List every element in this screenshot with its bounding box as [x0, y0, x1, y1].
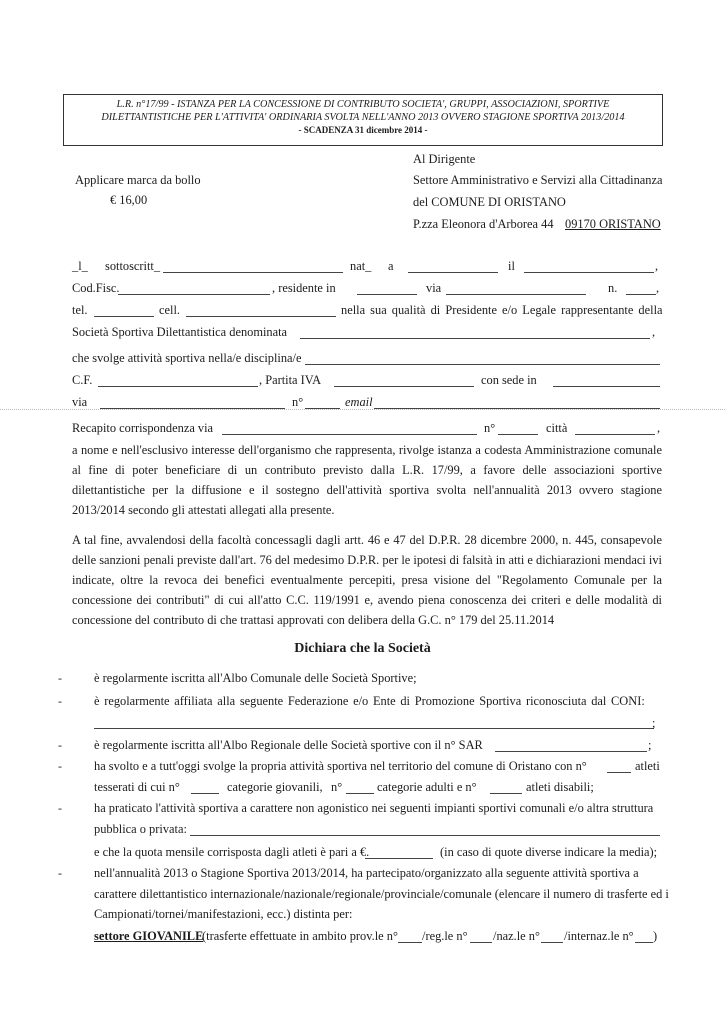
declaration-item-2-end: ; — [652, 716, 656, 730]
federation-field[interactable] — [94, 728, 654, 729]
mailing-city-field[interactable] — [575, 434, 655, 435]
l3-label-cell: cell. — [159, 303, 180, 317]
declaration-item-5b: pubblica o privata: — [94, 822, 187, 836]
l1-label-il: il — [508, 259, 515, 273]
l3-text: nella sua qualità di Presidente e/o Legale rappresentante della — [341, 303, 663, 317]
declaration-item-1: è regolarmente iscritta all'Albo Comunale delle Società Sportive; — [94, 671, 417, 685]
l1-comma: , — [655, 259, 659, 273]
declaration-item-4e: n° — [331, 780, 343, 794]
l2-label-n: n. — [608, 281, 618, 295]
l1-label-a: a — [388, 259, 394, 273]
declaration-item-4a: ha svolto e a tutt'oggi svolge la propria attività sportiva nel territorio del comune di Oristano con n° — [94, 759, 587, 773]
header-box — [63, 94, 663, 146]
monthly-fee-field[interactable] — [365, 858, 433, 859]
partita-iva-field[interactable] — [334, 386, 474, 387]
l6-label-piva: , Partita IVA — [259, 373, 322, 387]
l1-label-nato: nat_ — [350, 259, 372, 273]
l8-label: Recapito corrispondenza via — [72, 421, 214, 435]
l7-label-n: n° — [292, 395, 304, 409]
l2-label-codfisc: Cod.Fisc. — [72, 281, 120, 295]
youth-count-field[interactable] — [191, 793, 219, 794]
declaration-item-5a: ha praticato l'attività sportiva a carattere non agonistico nei seguenti impianti sportivi comunali e/o altra struttura — [94, 801, 654, 815]
reg-trips-field[interactable] — [470, 942, 492, 943]
declaration-heading: Dichiara che la Società — [294, 641, 431, 656]
society-name-field[interactable] — [300, 338, 650, 339]
bullet-dash: - — [58, 759, 62, 773]
youth-sector-label: settore GIOVANILE — [94, 929, 204, 943]
mailing-number-field[interactable] — [498, 434, 538, 435]
paragraph-declaration-premise: A tal fine, avvalendosi della facoltà concessagli dagli artt. 46 e 47 del D.P.R. 28 dicembre 2000, n. 445, consapevole delle sanzioni penali previste dall'art. 76 del medesimo D.P.R. per le ipotesi di falsità in atti e dichiarazioni mendaci ivi indicate, oltre la revoca dei benefici eventualmente percepiti, presa visione del "Regolamento Comunale per la concessione dei contributi" di cui all'atto C.C. 119/1991 e, avendo piena conoscenza dei criteri e delle modalità di concessione del contributo di che trattasi approvati con delibera della G.C. n° 179 del 25.11.2014 — [72, 533, 662, 627]
l1-prefix: _l_ — [72, 259, 88, 273]
declaration-item-4f: categorie adulti e n° — [377, 780, 477, 794]
l2-label-via: via — [426, 281, 442, 295]
recipient-line-3: del COMUNE DI ORISTANO — [413, 195, 566, 209]
l8-label-n: n° — [484, 421, 496, 435]
youth-sector-text-3: /naz.le n° — [493, 929, 540, 943]
declaration-item-6a: e che la quota mensile corrisposta dagli atleti è pari a €. — [94, 845, 370, 859]
codfisc-field[interactable] — [118, 294, 270, 295]
prov-trips-field[interactable] — [398, 942, 422, 943]
declaration-item-7a: nell'annualità 2013 o Stagione Sportiva 2013/2014, ha partecipato/organizzato alla seguente attività sportiva a — [94, 866, 639, 880]
internaz-trips-field[interactable] — [635, 942, 653, 943]
l2-label-residente: , residente in — [272, 281, 336, 295]
street-field[interactable] — [446, 294, 586, 295]
seat-field[interactable] — [553, 386, 660, 387]
l4-label: Società Sportiva Dilettantistica denominata — [72, 325, 288, 339]
society-cf-field[interactable] — [98, 386, 258, 387]
declaration-item-2: è regolarmente affiliata alla seguente Federazione e/o Ente di Promozione Sportiva riconosciuta dal CONI: — [94, 694, 645, 708]
bullet-dash: - — [58, 694, 62, 708]
l8-label-citta: città — [546, 421, 568, 435]
l2-comma: , — [656, 281, 660, 295]
bullet-dash: - — [58, 671, 62, 685]
l8-comma: , — [657, 421, 661, 435]
residence-field[interactable] — [357, 294, 417, 295]
sar-number-field[interactable] — [495, 751, 647, 752]
mailing-street-field[interactable] — [222, 434, 477, 435]
l5-label: che svolge attività sportiva nella/e disciplina/e — [72, 351, 302, 365]
recipient-line-4b: 09170 ORISTANO — [565, 217, 661, 231]
naz-trips-field[interactable] — [541, 942, 563, 943]
declaration-item-7b: carattere dilettantistico internazionale/nazionale/regionale/provinciale/comunale (elencare il numero di trasferte ed i — [94, 887, 669, 901]
deadline-text: - SCADENZA 31 dicembre 2014 - — [298, 125, 428, 135]
declaration-item-4c: tesserati di cui n° — [94, 780, 180, 794]
stamp-amount: € 16,00 — [110, 193, 148, 207]
declaration-item-3: è regolarmente iscritta all'Albo Regionale delle Società sportive con il n° SAR — [94, 738, 483, 752]
youth-sector-text-5: ) — [653, 929, 658, 943]
recipient-line-4a: P.zza Eleonora d'Arborea 44 — [413, 217, 554, 231]
l6-label-cf: C.F. — [72, 373, 93, 387]
declaration-item-6b: (in caso di quote diverse indicare la media); — [440, 845, 658, 859]
bullet-dash: - — [58, 738, 62, 752]
tel-field[interactable] — [94, 316, 154, 317]
l3-label-tel: tel. — [72, 303, 88, 317]
declaration-item-4d: categorie giovanili, — [227, 780, 323, 794]
declaration-item-4g: atleti disabili; — [526, 780, 594, 794]
declaration-item-3-end: ; — [648, 738, 652, 752]
athletes-count-field[interactable] — [607, 772, 631, 773]
stamp-label: Applicare marca da bollo — [75, 173, 201, 187]
header-line-1: L.R. n°17/99 - ISTANZA PER LA CONCESSIONE DI CONTRIBUTO SOCIETA', GRUPPI, ASSOCIAZIONI, SPORTIVE — [116, 99, 610, 110]
cell-field[interactable] — [186, 316, 336, 317]
l7-label-via: via — [72, 395, 88, 409]
facilities-field[interactable] — [190, 835, 660, 836]
l6-label-sede: con sede in — [481, 373, 537, 387]
header-line-2: DILETTANTISTICHE PER L'ATTIVITA' ORDINARIA SVOLTA NELL'ANNO 2013 OVVERO STAGIONE SPORTIVA 2013/2014 — [101, 112, 625, 123]
youth-sector-text-1: (trasferte effettuate in ambito prov.le n° — [202, 929, 398, 943]
adult-count-field[interactable] — [346, 793, 374, 794]
paragraph-request: a nome e nell'esclusivo interesse dell'organismo che rappresenta, rivolge istanza a codesta Amministrazione comunale al fine di poter beneficiare di un contributo previsto dalla L.R. 17/99, a favore delle associazioni sportive dilettantistiche per la diffusione e il sostegno dell'attività sportiva svolta nell'annualità 2013 ovvero stagione 2013/2014 secondo gli attestati allegati alla presente. — [72, 443, 662, 517]
birthdate-field[interactable] — [524, 272, 654, 273]
declaration-item-4b: atleti — [635, 759, 660, 773]
disabled-count-field[interactable] — [490, 793, 522, 794]
declaration-item-7c: Campionati/tornei/manifestazioni, ecc.) distinta per: — [94, 907, 353, 921]
house-number-field[interactable] — [626, 294, 656, 295]
bullet-dash: - — [58, 801, 62, 815]
l4-comma: , — [652, 325, 656, 339]
scan-divider — [0, 409, 725, 410]
birthplace-field[interactable] — [408, 272, 498, 273]
recipient-line-2: Settore Amministrativo e Servizi alla Cittadinanza — [413, 173, 663, 187]
discipline-field[interactable] — [305, 364, 660, 365]
l7-label-email: email — [345, 395, 373, 409]
youth-sector-text-4: /internaz.le n° — [564, 929, 634, 943]
l1-label-sottoscritto: sottoscritt_ — [105, 259, 161, 273]
recipient-line-1: Al Dirigente — [413, 152, 476, 166]
bullet-dash: - — [58, 866, 62, 880]
name-field[interactable] — [163, 272, 343, 273]
youth-sector-text-2: /reg.le n° — [422, 929, 468, 943]
